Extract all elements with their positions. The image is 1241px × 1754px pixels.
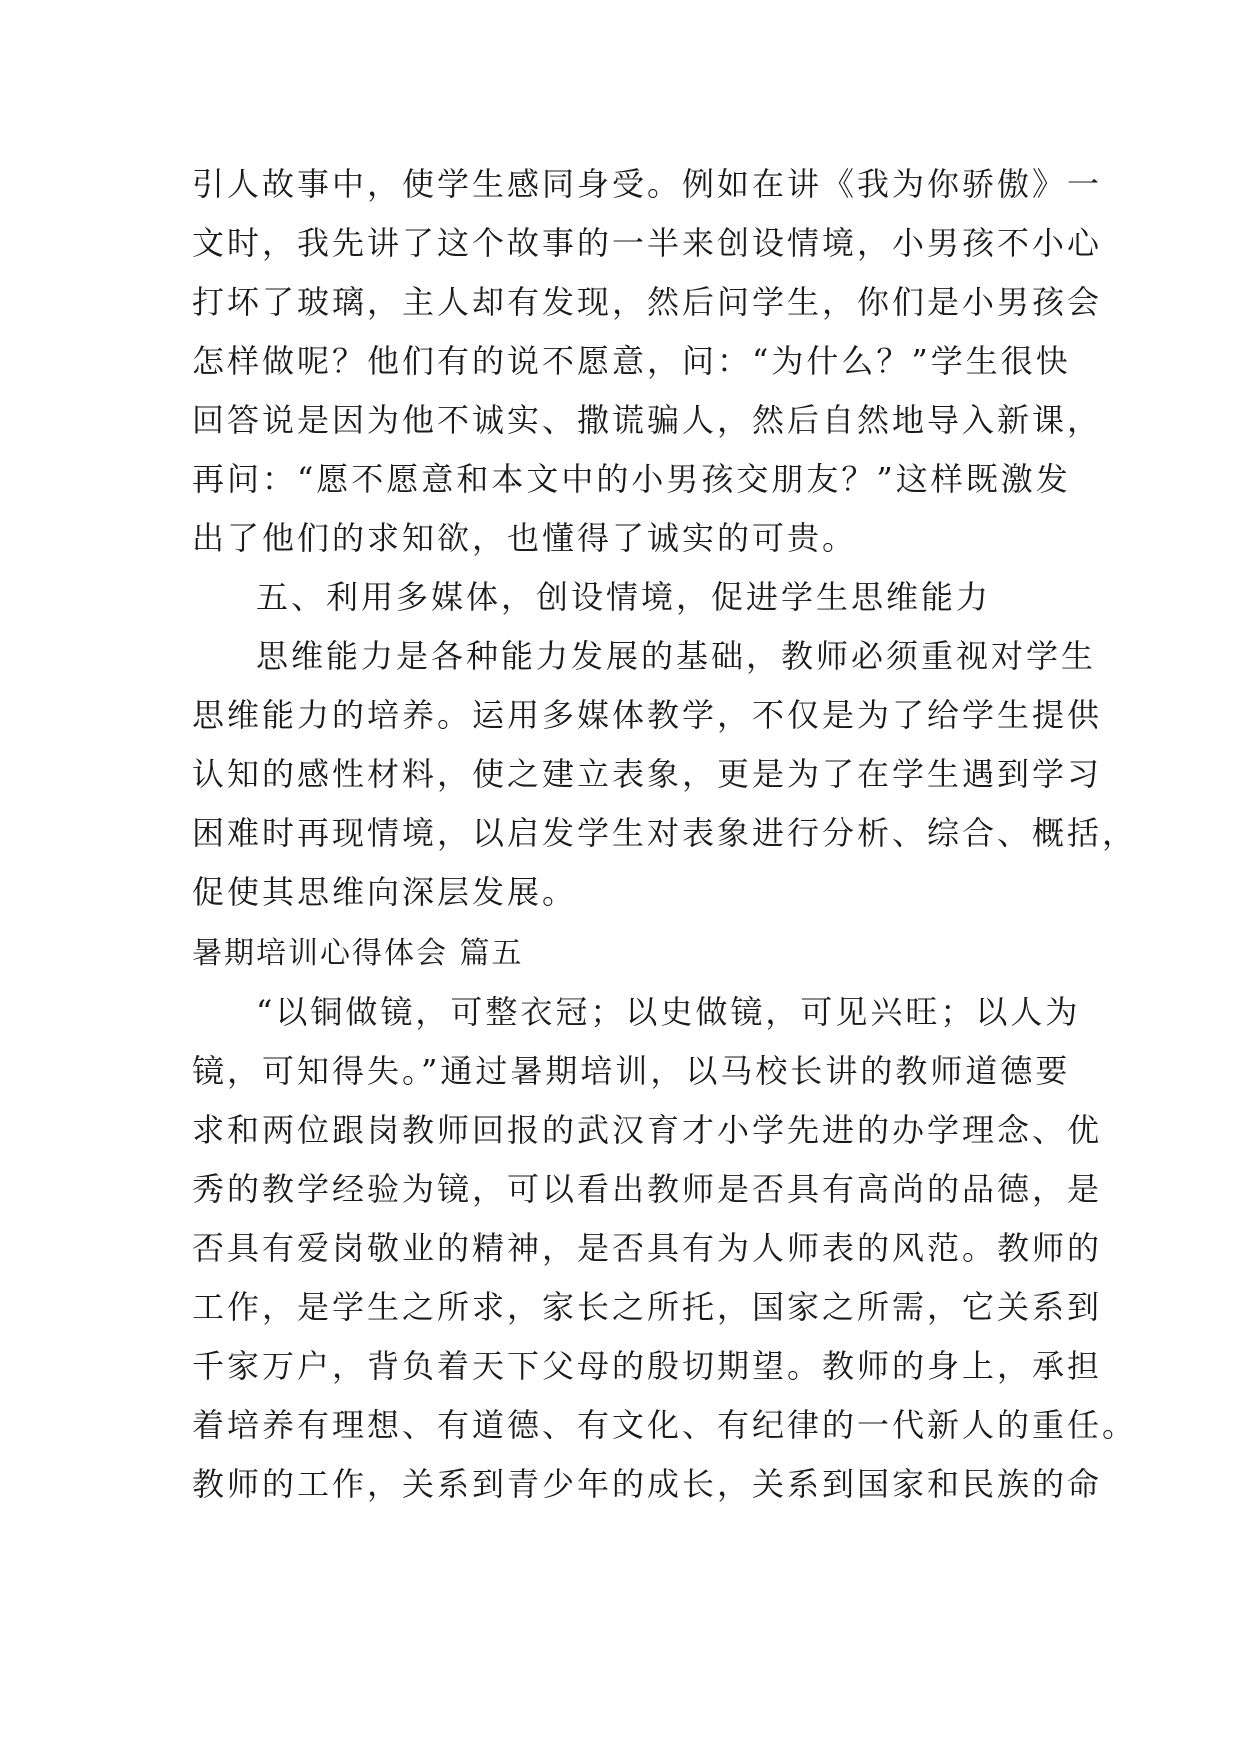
section-summer-training bbox=[192, 924, 1138, 1514]
paragraph-line: 认知的感性材料，使之建立表象，更是为了在学生遇到学习 bbox=[192, 755, 1103, 793]
paragraph-line: 出了他们的求知欲，也懂得了诚实的可贵。 bbox=[192, 519, 858, 557]
paragraph-line: 镜，可知得失。”通过暑期培训，以马校长讲的教师道德要 bbox=[192, 1052, 1071, 1090]
paragraph-line: “以铜做镜，可整衣冠；以史做镜，可见兴旺；以人为 bbox=[256, 993, 1081, 1031]
paragraph-line: 促使其思维向深层发展。 bbox=[192, 873, 578, 911]
paragraph-line: 文时，我先讲了这个故事的一半来创设情境，小男孩不小心 bbox=[192, 224, 1103, 262]
paragraph-line: 回答说是因为他不诚实、撒谎骗人，然后自然地导入新课， bbox=[192, 401, 1103, 439]
paragraph-line: 怎样做呢？他们有的说不愿意，问：“为什么？”学生很快 bbox=[192, 342, 1071, 380]
paragraph-line: 求和两位跟岗教师回报的武汉育才小学先进的办学理念、优 bbox=[192, 1111, 1103, 1149]
paragraph-line: 千家万户，背负着天下父母的殷切期望。教师的身上，承担 bbox=[192, 1347, 1103, 1385]
paragraph-line: 再问：“愿不愿意和本文中的小男孩交朋友？”这样既激发 bbox=[192, 460, 1071, 498]
paragraph-line: 打坏了玻璃，主人却有发现，然后问学生，你们是小男孩会 bbox=[192, 283, 1103, 321]
paragraph-line: 教师的工作，关系到青少年的成长，关系到国家和民族的命 bbox=[192, 1465, 1103, 1503]
section-title: 暑期培训心得体会 篇五 bbox=[192, 936, 524, 971]
subheading-multimedia: 五、利用多媒体，创设情境，促进学生思维能力 bbox=[256, 578, 992, 616]
paragraph-line: 秀的教学经验为镜，可以看出教师是否具有高尚的品德，是 bbox=[192, 1170, 1103, 1208]
paragraph-line: 着培养有理想、有道德、有文化、有纪律的一代新人的重任。 bbox=[192, 1406, 1138, 1444]
paragraph-line: 困难时再现情境，以启发学生对表象进行分析、综合、概括， bbox=[192, 814, 1138, 852]
paragraph-line: 思维能力是各种能力发展的基础，教师必须重视对学生 bbox=[256, 637, 1097, 675]
paragraph-line: 思维能力的培养。运用多媒体教学，不仅是为了给学生提供 bbox=[192, 696, 1103, 734]
section-teaching-methods bbox=[192, 155, 1138, 922]
paragraph-line: 工作，是学生之所求，家长之所托，国家之所需，它关系到 bbox=[192, 1288, 1103, 1326]
paragraph-line: 引人故事中，使学生感同身受。例如在讲《我为你骄傲》一 bbox=[192, 165, 1103, 203]
paragraph-line: 否具有爱岗敬业的精神，是否具有为人师表的风范。教师的 bbox=[192, 1229, 1103, 1267]
